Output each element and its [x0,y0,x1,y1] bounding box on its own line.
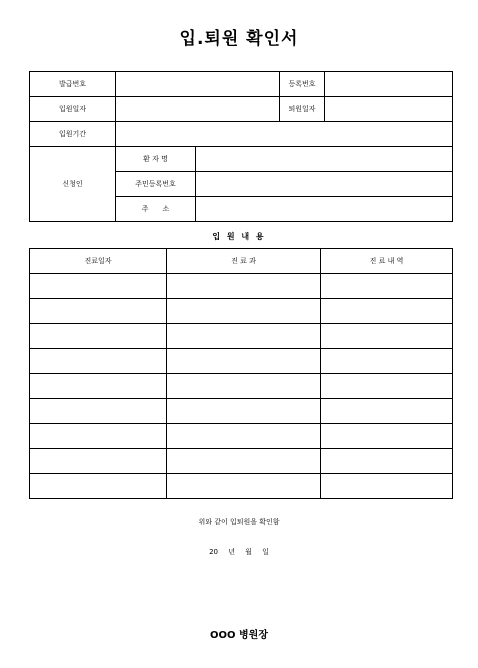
record-department-cell[interactable] [167,374,321,399]
applicant-label: 신청인 [30,147,116,222]
resident-number-field[interactable] [196,172,453,197]
table-row [30,299,453,324]
record-date-cell[interactable] [30,474,167,499]
record-department-cell[interactable] [167,274,321,299]
info-row-period [30,122,453,147]
record-department-cell[interactable] [167,399,321,424]
record-details-cell[interactable] [321,324,453,349]
info-row-patient [30,147,453,172]
admission-date-label: 입원일자 [30,97,116,122]
table-row [30,474,453,499]
info-table [29,71,453,222]
record-date-cell[interactable] [30,274,167,299]
record-details-cell[interactable] [321,274,453,299]
patient-name-label: 환 자 명 [116,147,196,172]
record-department-cell[interactable] [167,349,321,374]
admission-period-label: 입원기간 [30,122,116,147]
record-department-cell[interactable] [167,324,321,349]
records-table [29,248,453,499]
record-date-cell[interactable] [30,424,167,449]
record-department-cell[interactable] [167,449,321,474]
record-details-cell[interactable] [321,374,453,399]
address-field[interactable] [196,197,453,222]
record-department-cell[interactable] [167,424,321,449]
record-details-cell[interactable] [321,349,453,374]
table-row [30,374,453,399]
table-row [30,324,453,349]
column-header-date: 진료일자 [30,249,167,274]
table-row [30,349,453,374]
record-department-cell[interactable] [167,474,321,499]
admission-period-field[interactable] [116,122,453,147]
table-row [30,274,453,299]
resident-number-label: 주민등록번호 [116,172,196,197]
record-details-cell[interactable] [321,299,453,324]
record-details-cell[interactable] [321,399,453,424]
issue-number-label: 발급번호 [30,72,116,97]
record-details-cell[interactable] [321,449,453,474]
registration-number-label: 등록번호 [280,72,325,97]
record-date-cell[interactable] [30,349,167,374]
address-label: 주 소 [116,197,196,222]
info-row-issue [30,72,453,97]
table-row [30,449,453,474]
records-body [30,249,453,499]
records-header-row [30,249,453,274]
issue-number-field[interactable] [116,72,280,97]
record-details-cell[interactable] [321,474,453,499]
column-header-details: 진 료 내 역 [321,249,453,274]
record-date-cell[interactable] [30,449,167,474]
info-row-dates [30,97,453,122]
record-date-cell[interactable] [30,374,167,399]
record-date-cell[interactable] [30,324,167,349]
table-row [30,424,453,449]
section-title: 입 원 내 용 [212,232,266,241]
document-title: 입.퇴원 확인서 [179,29,299,49]
record-date-cell[interactable] [30,299,167,324]
record-details-cell[interactable] [321,424,453,449]
discharge-date-label: 퇴원일자 [280,97,325,122]
column-header-department: 진 료 과 [167,249,321,274]
record-department-cell[interactable] [167,299,321,324]
registration-number-field[interactable] [325,72,453,97]
date-line: 20 년 월 일 [209,548,269,556]
table-row [30,399,453,424]
admission-date-field[interactable] [116,97,280,122]
patient-name-field[interactable] [196,147,453,172]
discharge-date-field[interactable] [325,97,453,122]
signer-name: OOO 병원장 [210,630,268,641]
confirmation-text: 위와 같이 입퇴원을 확인함 [198,518,280,526]
record-date-cell[interactable] [30,399,167,424]
